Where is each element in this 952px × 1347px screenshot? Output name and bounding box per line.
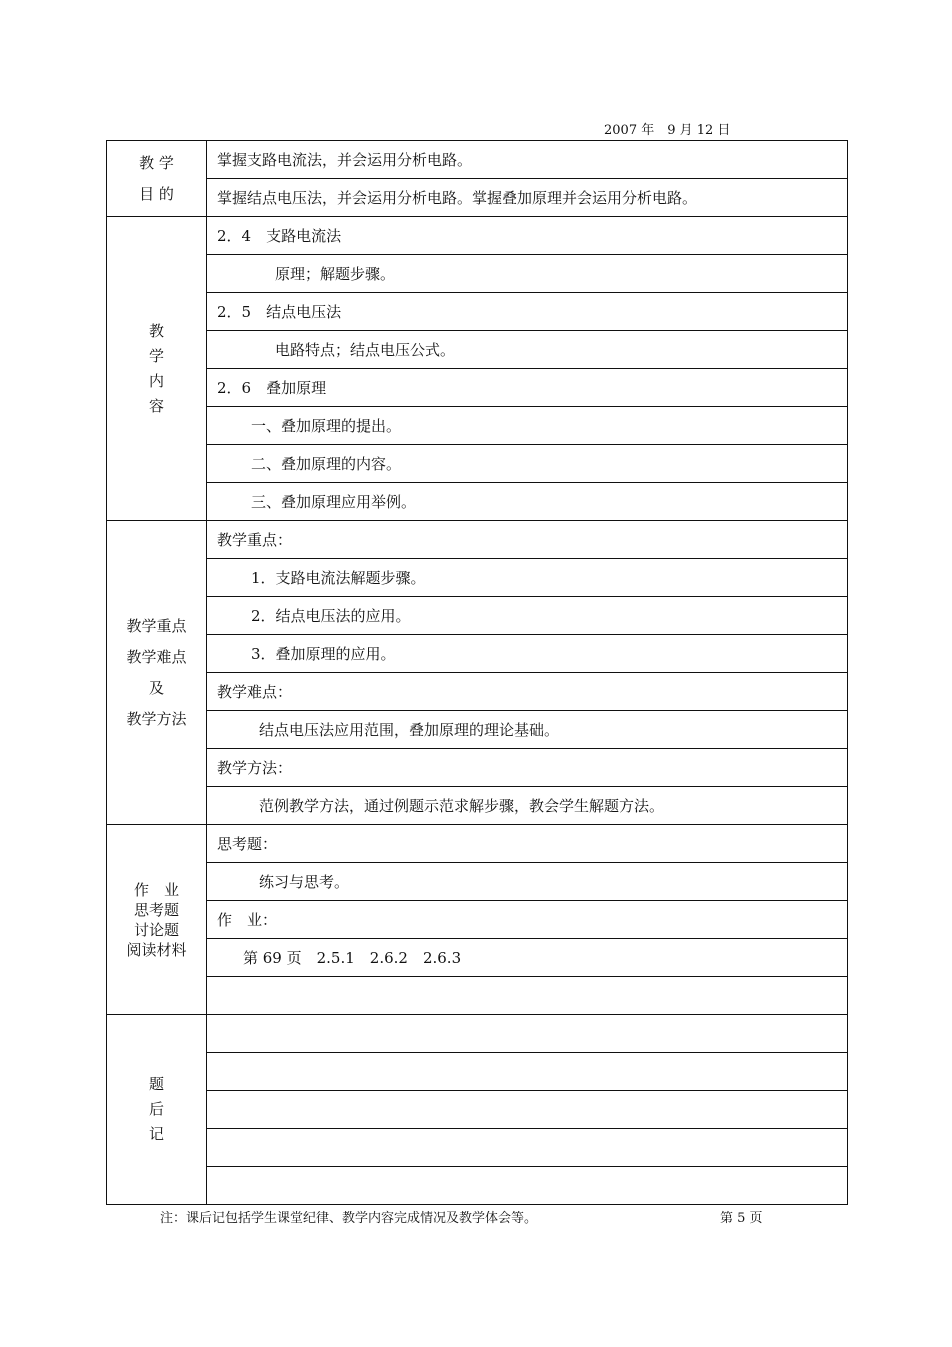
content-row <box>107 293 848 331</box>
homework-line-1: 思考题： <box>207 825 848 863</box>
content-row <box>107 483 848 521</box>
content-row <box>107 445 848 483</box>
content-line-8: 三、叠加原理应用举例。 <box>207 483 848 521</box>
content-line-6: 一、叠加原理的提出。 <box>207 407 848 445</box>
key-points-line-2: 1．支路电流法解题步骤。 <box>207 559 848 597</box>
afterword-line-2 <box>207 1053 848 1091</box>
afterword-row <box>107 1015 848 1053</box>
key-points-row <box>107 711 848 749</box>
content-line-5: 2．6 叠加原理 <box>207 369 848 407</box>
homework-line-3: 作 业： <box>207 901 848 939</box>
content-line-2: 原理；解题步骤。 <box>207 255 848 293</box>
homework-row <box>107 863 848 901</box>
key-points-line-5: 教学难点： <box>207 673 848 711</box>
content-row <box>107 217 848 255</box>
content-line-3: 2．5 结点电压法 <box>207 293 848 331</box>
homework-line-2: 练习与思考。 <box>207 863 848 901</box>
homework-row <box>107 901 848 939</box>
content-row <box>107 369 848 407</box>
key-points-label: 教学重点 教学难点 及 教学方法 <box>107 521 207 825</box>
content-line-7: 二、叠加原理的内容。 <box>207 445 848 483</box>
afterword-row <box>107 1091 848 1129</box>
objectives-label: 教 学 目 的 <box>107 141 207 217</box>
content-row <box>107 407 848 445</box>
key-points-line-3: 2．结点电压法的应用。 <box>207 597 848 635</box>
homework-row <box>107 939 848 977</box>
content-row <box>107 331 848 369</box>
afterword-line-3 <box>207 1091 848 1129</box>
key-points-line-1: 教学重点： <box>207 521 848 559</box>
content-row <box>107 255 848 293</box>
afterword-row <box>107 1129 848 1167</box>
key-points-row <box>107 749 848 787</box>
content-line-1: 2．4 支路电流法 <box>207 217 848 255</box>
key-points-line-7: 教学方法： <box>207 749 848 787</box>
footer-note: 注：课后记包括学生课堂纪律、教学内容完成情况及教学体会等。 <box>160 1211 538 1226</box>
content-label: 教 学 内 容 <box>107 217 207 521</box>
afterword-label: 题 后 记 <box>107 1015 207 1205</box>
date-line: 2007 年 9 月 12 日 <box>604 123 731 138</box>
homework-row <box>107 825 848 863</box>
objectives-line-1: 掌握支路电流法，并会运用分析电路。 <box>207 141 848 179</box>
afterword-line-5 <box>207 1167 848 1205</box>
afterword-line-1 <box>207 1015 848 1053</box>
key-points-line-6: 结点电压法应用范围，叠加原理的理论基础。 <box>207 711 848 749</box>
afterword-row <box>107 1053 848 1091</box>
objectives-row <box>107 141 848 179</box>
key-points-row <box>107 597 848 635</box>
key-points-line-4: 3．叠加原理的应用。 <box>207 635 848 673</box>
objectives-row <box>107 179 848 217</box>
page-number: 第 5 页 <box>720 1211 763 1226</box>
key-points-row <box>107 559 848 597</box>
key-points-row <box>107 635 848 673</box>
homework-line-5 <box>207 977 848 1015</box>
key-points-row <box>107 673 848 711</box>
lesson-plan-table <box>106 140 848 1205</box>
afterword-line-4 <box>207 1129 848 1167</box>
content-line-4: 电路特点；结点电压公式。 <box>207 331 848 369</box>
homework-line-4: 第 69 页 2.5.1 2.6.2 2.6.3 <box>207 939 848 977</box>
afterword-row <box>107 1167 848 1205</box>
key-points-row <box>107 787 848 825</box>
homework-label: 作 业 思考题 讨论题 阅读材料 <box>107 825 207 1015</box>
homework-row <box>107 977 848 1015</box>
objectives-line-2: 掌握结点电压法，并会运用分析电路。掌握叠加原理并会运用分析电路。 <box>207 179 848 217</box>
key-points-line-8: 范例教学方法，通过例题示范求解步骤，教会学生解题方法。 <box>207 787 848 825</box>
key-points-row <box>107 521 848 559</box>
